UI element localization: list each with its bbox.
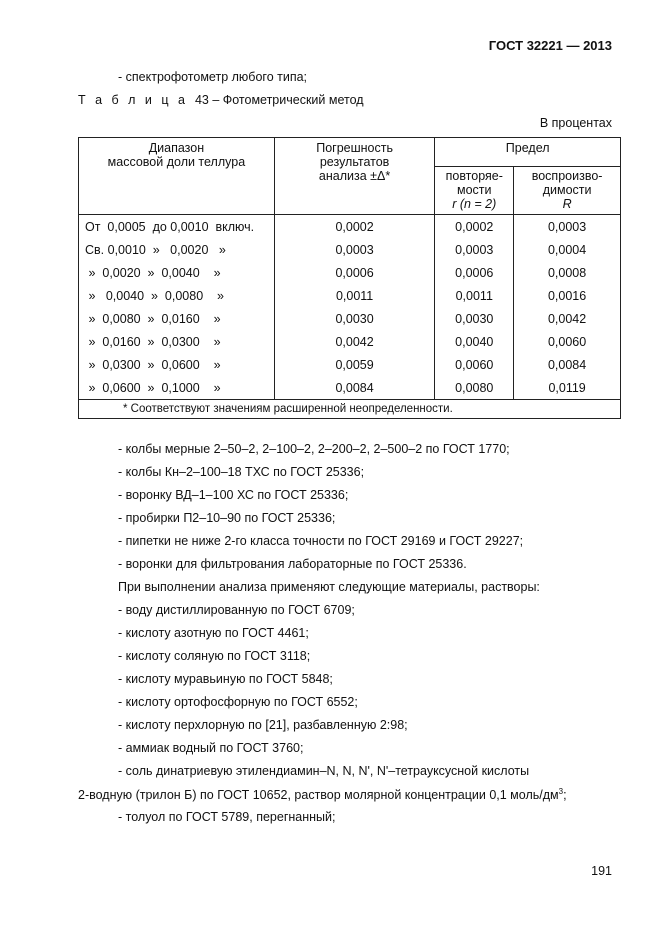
repeatability-cell: 0,0006 [435, 261, 514, 284]
reproducibility-cell: 0,0060 [514, 330, 621, 353]
repeatability-cell: 0,0003 [435, 238, 514, 261]
repeatability-cell: 0,0011 [435, 284, 514, 307]
list-item: - спектрофотометр любого типа; [118, 70, 308, 84]
table-caption [78, 93, 364, 107]
table-caption-label: Т а б л и ц а [78, 93, 188, 107]
column-header-range: Диапазон массовой доли теллура [79, 138, 275, 215]
list-item: - кислоту азотную по ГОСТ 4461; [118, 626, 309, 640]
list-item: - аммиак водный по ГОСТ 3760; [118, 741, 304, 755]
data-table [78, 137, 621, 419]
repeatability-cell: 0,0030 [435, 307, 514, 330]
reproducibility-cell: 0,0119 [514, 376, 621, 400]
repeatability-cell: 0,0080 [435, 376, 514, 400]
range-cell: От 0,0005 до 0,0010 включ. [79, 215, 275, 239]
range-cell: » 0,0040 » 0,0080 » [79, 284, 275, 307]
range-cell: » 0,0080 » 0,0160 » [79, 307, 275, 330]
range-cell: » 0,0600 » 0,1000 » [79, 376, 275, 400]
error-cell: 0,0084 [274, 376, 434, 400]
reproducibility-cell: 0,0016 [514, 284, 621, 307]
error-cell: 0,0030 [274, 307, 434, 330]
table-row [79, 307, 621, 330]
list-item: - кислоту ортофосфорную по ГОСТ 6552; [118, 695, 358, 709]
range-cell: » 0,0160 » 0,0300 » [79, 330, 275, 353]
table-row [79, 261, 621, 284]
list-item: - воронки для фильтрования лабораторные по ГОСТ 25336. [118, 557, 467, 571]
error-cell: 0,0011 [274, 284, 434, 307]
table-row [79, 215, 621, 239]
error-cell: 0,0042 [274, 330, 434, 353]
column-header-reproducibility: воспроизво- димости R [514, 167, 621, 215]
reproducibility-cell: 0,0003 [514, 215, 621, 239]
table-footnote: * Соответствуют значениям расширенной неопределенности. [79, 400, 621, 419]
reproducibility-cell: 0,0008 [514, 261, 621, 284]
error-cell: 0,0059 [274, 353, 434, 376]
list-item: - кислоту соляную по ГОСТ 3118; [118, 649, 311, 663]
paragraph: При выполнении анализа применяют следующие материалы, растворы: [118, 580, 540, 594]
table-row [79, 353, 621, 376]
reproducibility-cell: 0,0004 [514, 238, 621, 261]
list-item: - толуол по ГОСТ 5789, перегнанный; [118, 810, 336, 824]
repeatability-cell: 0,0040 [435, 330, 514, 353]
list-item: - колбы Кн–2–100–18 ТХС по ГОСТ 25336; [118, 465, 365, 479]
column-header-limit: Предел [435, 138, 621, 167]
list-item: - воронку ВД–1–100 ХС по ГОСТ 25336; [118, 488, 349, 502]
list-item: - пробирки П2–10–90 по ГОСТ 25336; [118, 511, 336, 525]
list-item: - воду дистиллированную по ГОСТ 6709; [118, 603, 355, 617]
table-row [79, 284, 621, 307]
range-cell: » 0,0300 » 0,0600 » [79, 353, 275, 376]
page-number: 191 [591, 864, 612, 878]
table-row [79, 330, 621, 353]
table-row [79, 376, 621, 400]
repeatability-cell: 0,0060 [435, 353, 514, 376]
error-cell: 0,0002 [274, 215, 434, 239]
list-item: - кислоту муравьиную по ГОСТ 5848; [118, 672, 333, 686]
reproducibility-cell: 0,0042 [514, 307, 621, 330]
reproducibility-cell: 0,0084 [514, 353, 621, 376]
column-header-error: Погрешность результатов анализа ±Δ* [274, 138, 434, 215]
column-header-repeatability: повторяе- мости r (n = 2) [435, 167, 514, 215]
error-cell: 0,0003 [274, 238, 434, 261]
paragraph-continuation: 2-водную (трилон Б) по ГОСТ 10652, раствор молярной концентрации 0,1 моль/$дм^3$; [78, 787, 567, 803]
document-header: ГОСТ 32221 — 2013 [488, 38, 612, 53]
table-units: В процентах [539, 116, 612, 130]
list-item: - кислоту перхлорную по [21], разбавленную 2:98; [118, 718, 408, 732]
list-item: - колбы мерные 2–50–2, 2–100–2, 2–200–2, 2–500–2 по ГОСТ 1770; [118, 442, 510, 456]
repeatability-cell: 0,0002 [435, 215, 514, 239]
table-row [79, 238, 621, 261]
range-cell: » 0,0020 » 0,0040 » [79, 261, 275, 284]
range-cell: Св. 0,0010 » 0,0020 » [79, 238, 275, 261]
list-item: - соль динатриевую этилендиамин–N, N, N', N'–тетрауксусной кислоты [118, 764, 530, 778]
error-cell: 0,0006 [274, 261, 434, 284]
list-item: - пипетки не ниже 2-го класса точности по ГОСТ 29169 и ГОСТ 29227; [118, 534, 524, 548]
table-caption-title: 43 – Фотометрический метод [194, 93, 364, 107]
